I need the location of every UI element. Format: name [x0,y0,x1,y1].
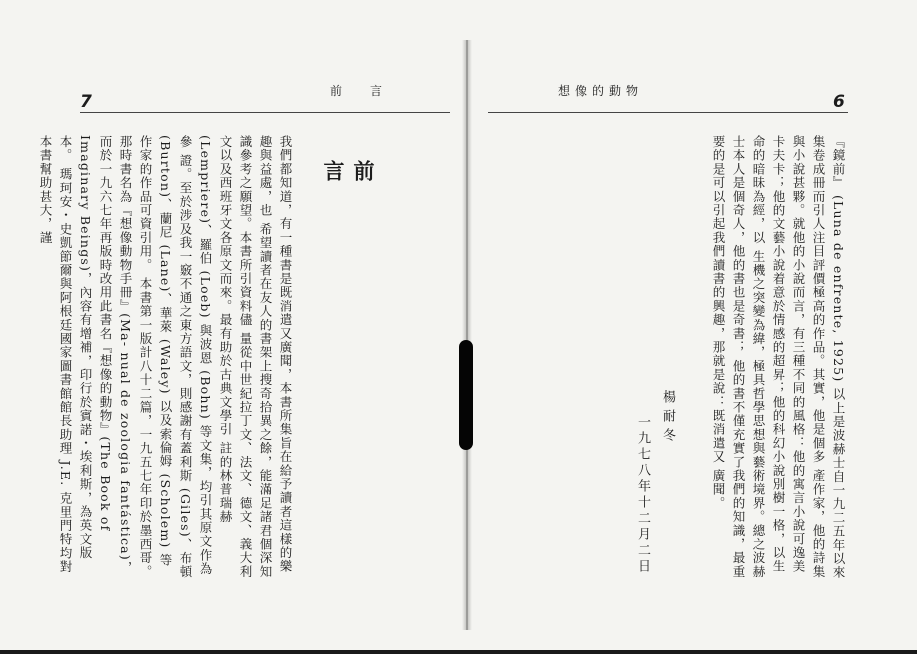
note-line: 卡夫卡；他的文藝小說着意於情感的超昇；他的科幻小說別樹一格，以生命的暗昧為經，以 [751,135,786,574]
signature-name: 楊耐冬 [660,390,675,447]
left-page-number: 7 [80,92,92,112]
note-line: 產作家，他的詩集與小說甚夥。就他的小說而言，有三種不同的風格：他的寓言小說可逸美 [791,135,826,579]
preface-line: Book of Imaginary Beings)，內容有增補，印行於賓諾・埃利斯，為英文版本。 [58,135,113,560]
note-line: 廣聞。 [711,469,726,511]
translator-note-body [708,135,848,580]
right-running-head: 想像的動物 [558,84,644,98]
note-title-line: 『鏡前』 (Luna de enfrente, 1925) [831,135,846,383]
right-page-number: 6 [833,92,845,112]
preface-line: nual de zoologia fantástica)，而於一九六七年再版時改用此書名『想像的動物』(The [98,135,133,575]
note-line: 生機之突變為緯，極具哲學思想與藝術境界。總之波赫士本人是個奇人，他的書也是奇書； [731,135,766,579]
preface-line: (Lane)、華萊 (Waley) 以及索倫姆 (Scholem) 等作家的作品可資引用。 [138,135,173,568]
note-line: 他的書不僅充實了我們的知識，最重要的是可以引起我們讀書的興趣，那就是說：既消遣又 [711,135,746,579]
right-header-rule [488,112,848,113]
left-running-head: 前言 [330,84,411,98]
note-line: 以上是波赫士自一九二五年以來集卷成冊而引人注目評價極高的作品。其實，他是個多 [811,135,846,580]
preface-line: 我們都知道，有一種書是既消遣又廣聞，本書所集旨在給予讀者這樣的樂趣與益處，也 [258,135,293,574]
preface-line: 註的林普瑞赫 (Lempriere)、羅伯 (Loeb) 與波恩 (Bohn) 等文集，均引其原文作為參 [178,135,233,576]
signature-date: 一九七八年十二月二日 [635,415,650,575]
preface-line: 證。至於涉及我一竅不通之東方語文，則感謝有蓋利斯 (Giles)、布頓 (Burton)、蘭尼 [158,135,193,579]
preface-line: 量從中世紀拉丁文、法文、德文、義大利文以及西班牙文各原文而來。最有助於古典文學引 [218,135,253,579]
left-header-rule [80,112,450,113]
preface-line: 希望讀者在友人的書架上搜奇拾異之餘，能滿足諸君個深知識參考之願望。本書所引資料儘 [238,135,273,579]
preface-line: 本書第一版計八十二篇，一九五七年印於墨西哥。那時書名為『想像動物手冊』(Ma- [118,135,153,579]
book-gutter-shadow [462,40,472,630]
preface-line: 瑪珂安・史凱節爾與阿根廷國家圖書館館長助理 J.E. 克里門特均對本書幫助甚大，謹 [38,135,73,574]
chapter-title: 前言 [321,160,376,221]
right-page [468,0,917,654]
binding-ink-blot [459,340,473,450]
preface-body [38,135,295,580]
